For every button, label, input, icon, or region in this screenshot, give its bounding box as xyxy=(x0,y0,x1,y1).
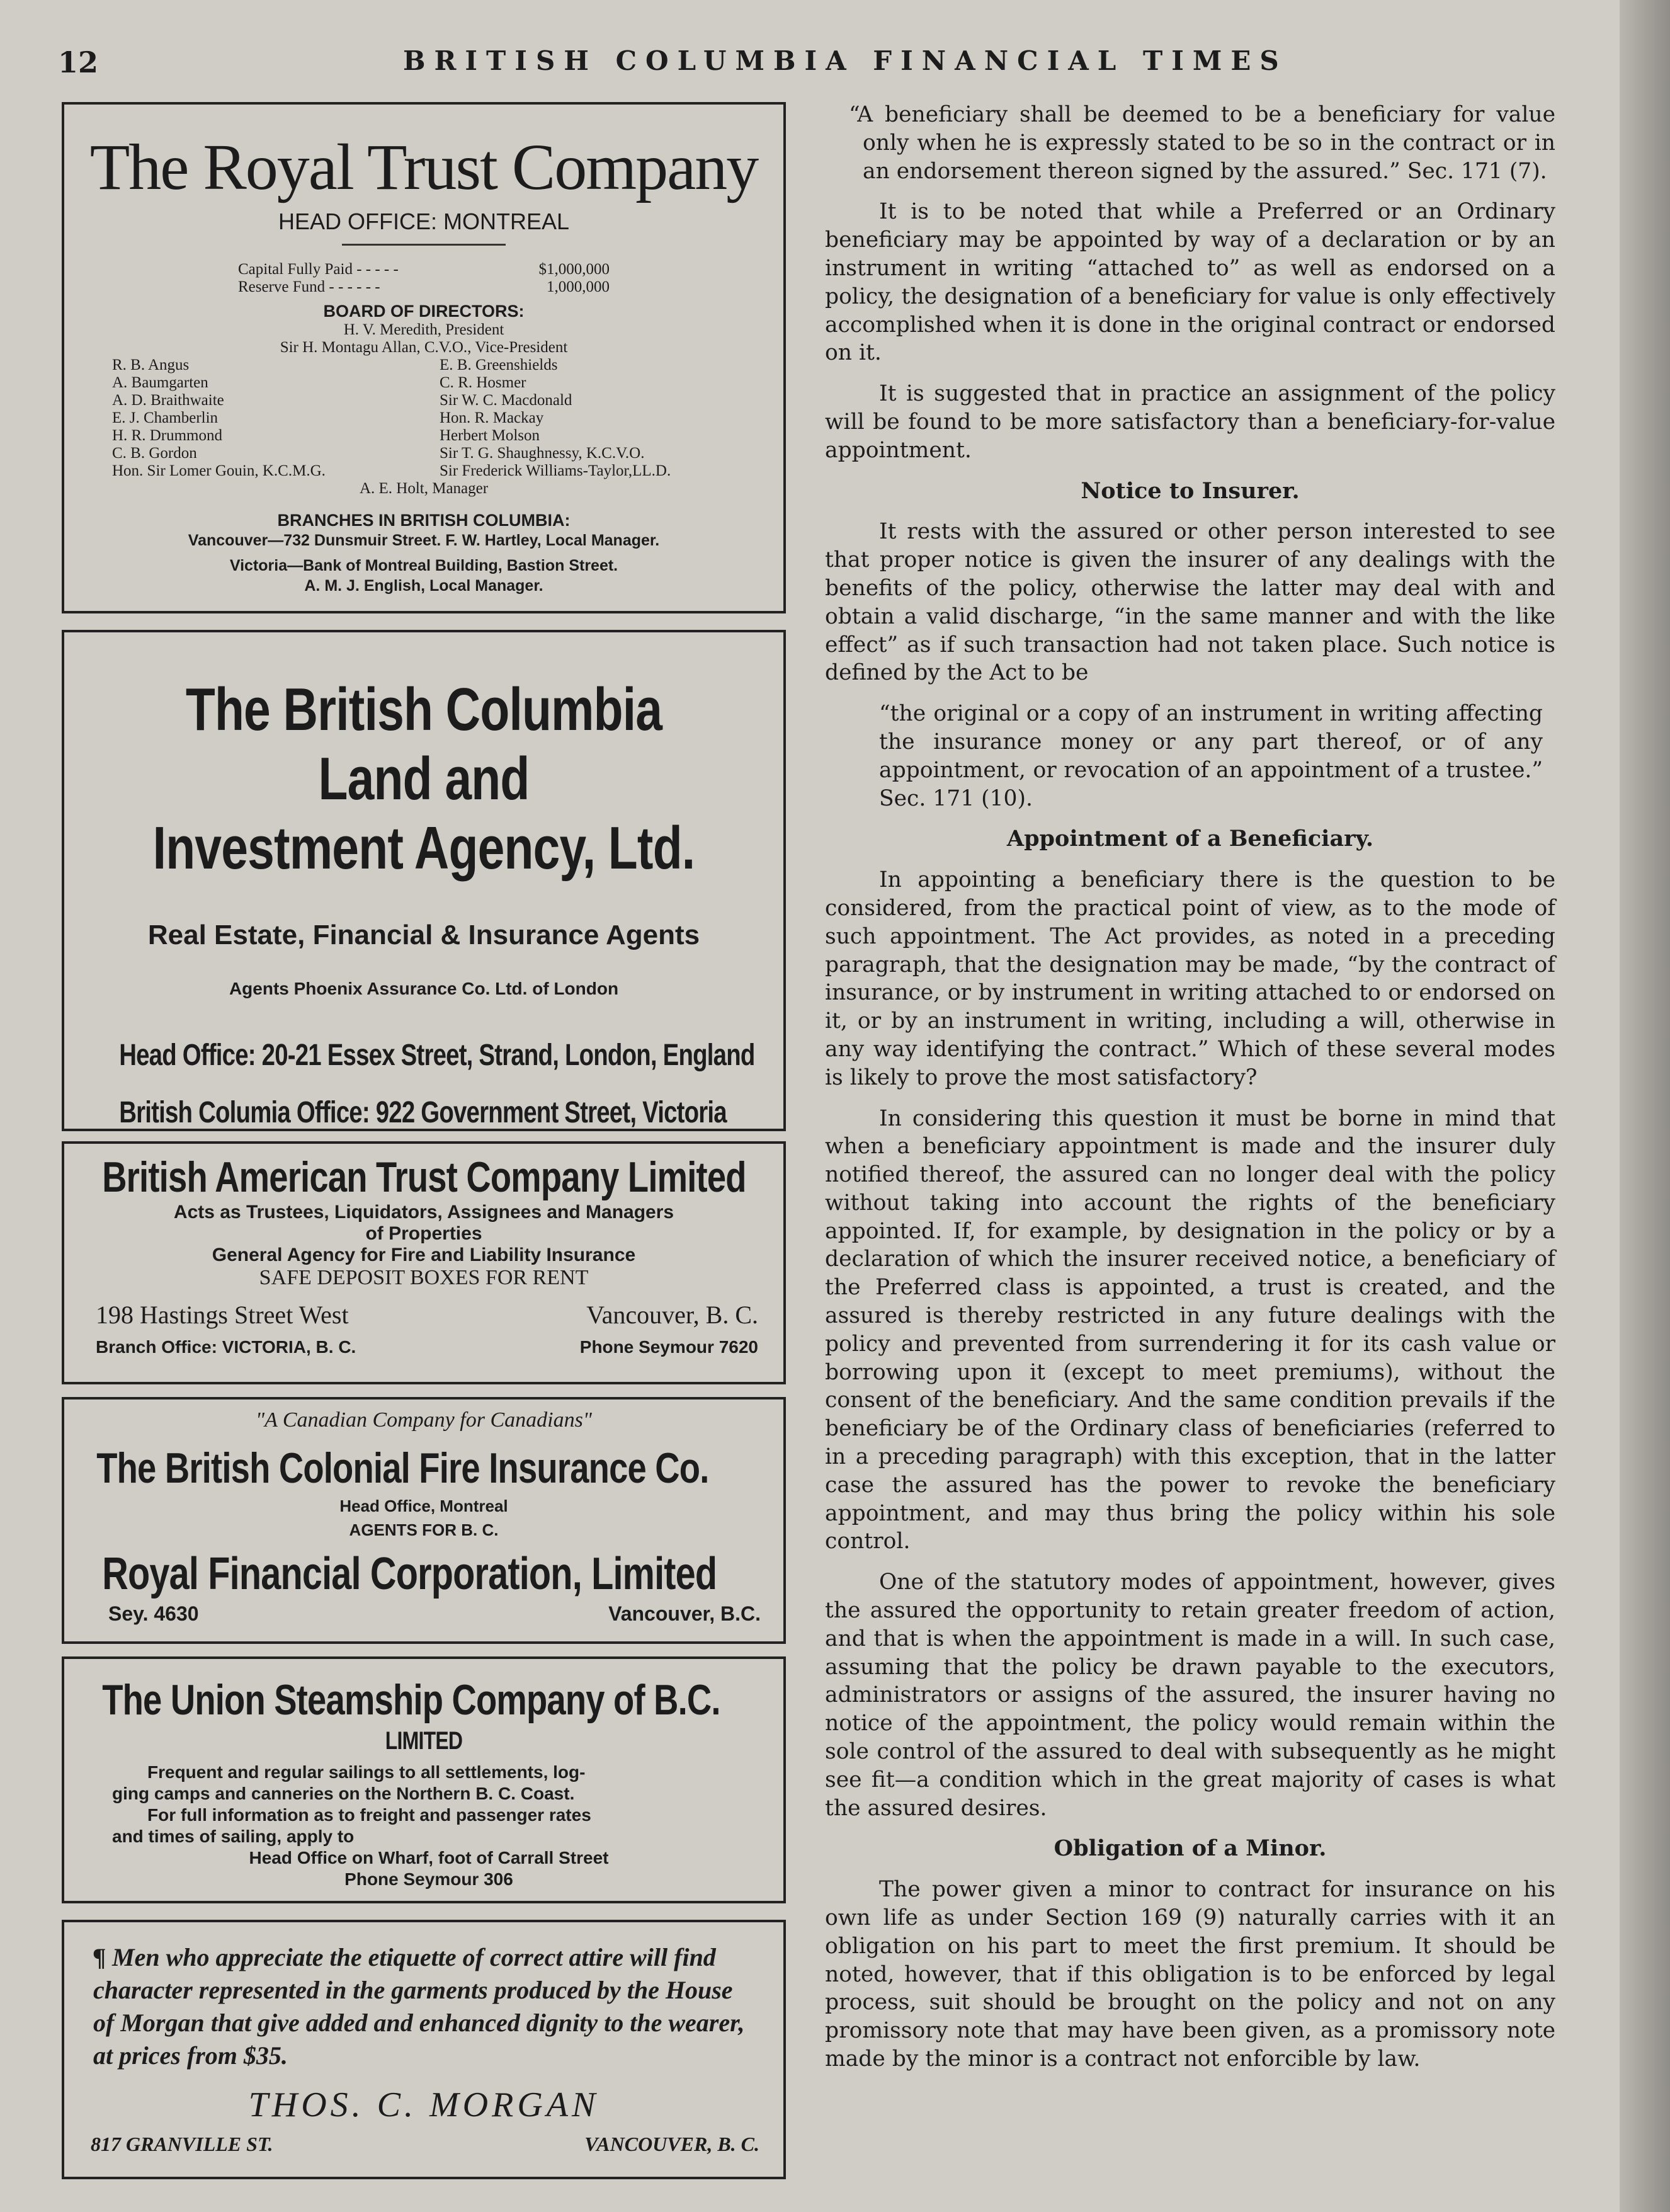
address: 198 Hastings Street West xyxy=(96,1301,349,1329)
phone: Phone Seymour 7620 xyxy=(579,1337,758,1357)
director: C. R. Hosmer xyxy=(440,374,526,391)
capital-value: $1,000,000 xyxy=(538,261,610,278)
director: Sir T. G. Shaughnessy, K.C.V.O. xyxy=(440,445,645,462)
vancouver-branch: Vancouver—732 Dunsmuir Street. F. W. Hartley, Local Manager. xyxy=(188,532,660,549)
section-heading: Appointment of a Beneficiary. xyxy=(1006,826,1374,852)
director: E. J. Chamberlin xyxy=(112,409,219,426)
ad-line: ging camps and canneries on the Northern B. C. Coast. xyxy=(112,1784,575,1803)
director: H. R. Drummond xyxy=(112,427,222,444)
divider xyxy=(342,244,506,246)
section-heading: Notice to Insurer. xyxy=(1081,477,1300,504)
director: A. Baumgarten xyxy=(112,374,208,391)
ad-line: General Agency for Fire and Liability Insurance xyxy=(212,1245,636,1265)
capital-label: Capital Fully Paid - - - - - xyxy=(238,261,399,278)
director: Herbert Molson xyxy=(440,427,540,444)
director: Sir Frederick Williams-Taylor,LL.D. xyxy=(440,462,671,479)
page-number: 12 xyxy=(58,45,99,79)
head-office: HEAD OFFICE: MONTREAL xyxy=(278,208,570,234)
director: E. B. Greenshields xyxy=(440,356,558,373)
article-column xyxy=(825,101,1555,2086)
page-edge-shadow xyxy=(1620,0,1670,2212)
ad-title: The British Colonial Fire Insurance Co. xyxy=(96,1444,709,1492)
ad-thos-morgan xyxy=(62,1920,786,2179)
slogan: "A Canadian Company for Canadians" xyxy=(255,1408,593,1432)
capital-row xyxy=(64,261,783,278)
phone: Sey. 4630 xyxy=(108,1602,199,1625)
director: A. D. Braithwaite xyxy=(112,392,224,409)
director: Hon. R. Mackay xyxy=(440,409,544,426)
ad-british-american-trust xyxy=(62,1141,786,1384)
paragraph: One of the statutory modes of appointment, however, gives the assured the opportunity to retain greater freedom of action, and that is when the appointment is made in a will. In such case, assuming that the policy be drawn payable to the executors, administrators or assigns of the assured, the insurer having no notice of the appointment, the policy would remain within the sole control of the assured to deal with subsequently as he might see fit—a condition which in the great majority of cases is what the assured desires. xyxy=(825,1570,1555,1821)
board-heading: BOARD OF DIRECTORS: xyxy=(323,302,525,321)
section-heading: Obligation of a Minor. xyxy=(1054,1835,1327,1862)
reserve-value: 1,000,000 xyxy=(547,278,610,295)
paragraph: It rests with the assured or other person interested to see that proper notice is given the insurer of any dealings with the benefits of the policy, otherwise the latter may deal with and obtain a valid discharge, “in the same manner and with the like effect” as if such transaction had not taken place. Such notice is defined by the Act to be xyxy=(825,519,1555,686)
branch-row xyxy=(64,1337,783,1357)
vice-president: Sir H. Montagu Allan, C.V.O., Vice-President xyxy=(280,339,568,356)
branch-office: Branch Office: VICTORIA, B. C. xyxy=(96,1337,356,1357)
ad-name: THOS. C. MORGAN xyxy=(248,2085,599,2124)
director: R. B. Angus xyxy=(112,356,190,373)
corp-name: Royal Financial Corporation, Limited xyxy=(102,1549,717,1599)
paragraph: It is suggested that in practice an assignment of the policy will be found to be more satisfactory than a beneficiary-for-value appointment. xyxy=(825,381,1555,463)
ad-body xyxy=(64,1755,783,1890)
ad-line: Head Office on Wharf, foot of Carrall Street xyxy=(249,1848,609,1867)
ad-title: British American Trust Company Limited xyxy=(102,1153,746,1201)
contact-row xyxy=(64,1602,783,1626)
ad-line: Frequent and regular sailings to all settlements, log- xyxy=(147,1762,586,1782)
ad-line: of Properties xyxy=(365,1223,482,1244)
city: Vancouver, B.C. xyxy=(608,1602,761,1625)
director: Sir W. C. Macdonald xyxy=(440,392,572,409)
limited-label: LIMITED xyxy=(385,1727,463,1755)
block-quote: “the original or a copy of an instrument in writing affecting the insurance money or any part thereof, or of any appointment, or revocation of an appointment of a trustee.” Sec. 171 (10). xyxy=(879,701,1543,811)
ad-line: and times of sailing, apply to xyxy=(112,1827,355,1846)
ad-union-steamship xyxy=(62,1656,786,1903)
agents-line: Agents Phoenix Assurance Co. Ltd. of London xyxy=(229,979,619,998)
paragraph: It is to be noted that while a Preferred or an Ordinary beneficiary may be appointed by way of a declaration or by an instrument in writing “attached to” as well as endorsed on a policy, the designation of a beneficiary for value is only effectively accomplished when it is done in the original contract or endorsed on it. xyxy=(825,199,1555,366)
head-office: Head Office: 20-21 Essex Street, Strand, London, England xyxy=(119,1039,755,1072)
agents-line: AGENTS FOR B. C. xyxy=(349,1520,499,1539)
ad-line: For full information as to freight and passenger rates xyxy=(147,1805,591,1825)
city: Vancouver, B. C. xyxy=(586,1301,758,1329)
directors-right xyxy=(440,356,767,480)
victoria-branch: Victoria—Bank of Montreal Building, Bastion Street. xyxy=(229,557,618,574)
ad-british-colonial-fire xyxy=(62,1397,786,1644)
ad-title: The Union Steamship Company of B.C. xyxy=(102,1676,720,1724)
paragraph: “A beneficiary shall be deemed to be a beneficiary for value only when he is expressly stated to be so in the contract or in an endorsement thereon signed by the assured.” Sec. 171 (7). xyxy=(849,102,1555,184)
address-row xyxy=(64,1300,783,1330)
ad-title: The Royal Trust Company xyxy=(89,131,758,203)
manager: A. E. Holt, Manager xyxy=(359,480,489,497)
bc-office: British Columia Office: 922 Government Street, Victoria xyxy=(119,1096,727,1129)
president: H. V. Meredith, President xyxy=(343,321,504,338)
ad-line: Phone Seymour 306 xyxy=(344,1869,513,1889)
ad-line: Acts as Trustees, Liquidators, Assignees and Managers xyxy=(173,1202,674,1223)
paragraph: The power given a minor to contract for insurance on his own life as under Section 169 (9) naturally carries with it an obligation on his part to meet the first premium. It should be noted, however, that if this obligation is to be enforced by legal process, suit should be brought on the policy and not on any promissory note that may have been given, as a promissory note made by the minor is a contract not enforcible by law. xyxy=(825,1877,1555,2072)
director: Hon. Sir Lomer Gouin, K.C.M.G. xyxy=(112,462,326,479)
paragraph: In considering this question it must be borne in mind that when a beneficiary appointment is made and the insurer duly notified thereof, the assured can no longer deal with the policy without taking into account the rights of the beneficiary appointed. If, for example, by designation in the policy or by a declaration of which the insurer received notice, a beneficiary of the Preferred class is appointed, a trust is created, and the assured is thereby restricted in any future dealings with the policy and prevented from surrendering it for its cash value or borrowing upon it (except to meet premiums), without the consent of the beneficiary. And the same condition prevails if the beneficiary be of the Ordinary class of beneficiaries (referred to in a preceding paragraph) with this exception, that in the latter case the assured has the power to revoke the beneficiary appointment, and may thus bring the policy within his sole control. xyxy=(825,1105,1555,1554)
branches-heading: BRANCHES IN BRITISH COLUMBIA: xyxy=(277,511,571,530)
head-office: Head Office, Montreal xyxy=(339,1497,508,1515)
directors-list xyxy=(64,356,783,480)
ad-title-line1: The British Columbia Land and xyxy=(185,676,662,812)
city: VANCOUVER, B. C. xyxy=(584,2133,759,2155)
paragraph: In appointing a beneficiary there is the question to be considered, from the practical point of view, as to the mode of such appointment. The Act provides, as noted in a preceding paragraph, that the designation may be made, “by the contract of insurance, or by instrument in writing attached to or endorsed on it, or by an instrument in writing, including a will, otherwise in any way identifying the contract.” Which of these several modes is likely to prove the most satisfactory? xyxy=(825,867,1555,1090)
ad-title-line2: Investment Agency, Ltd. xyxy=(152,814,695,882)
victoria-manager: A. M. J. English, Local Manager. xyxy=(304,577,543,595)
ad-body: ¶ Men who appreciate the etiquette of correct attire will find character represented in the garments produced by the House of Morgan that give added and enhanced dignity to the wearer, at prices from $35. xyxy=(93,1943,745,2070)
ad-bc-land xyxy=(62,630,786,1131)
director: C. B. Gordon xyxy=(112,445,197,462)
reserve-row xyxy=(64,278,783,296)
ad-royal-trust xyxy=(62,102,786,613)
running-head: BRITISH COLUMBIA FINANCIAL TIMES xyxy=(403,45,1288,76)
address: 817 GRANVILLE ST. xyxy=(91,2133,273,2155)
directors-left xyxy=(112,356,440,480)
ad-line: SAFE DEPOSIT BOXES FOR RENT xyxy=(259,1266,589,1289)
address-row xyxy=(64,2133,783,2156)
reserve-label: Reserve Fund - - - - - - xyxy=(238,278,380,295)
ad-subtitle: Real Estate, Financial & Insurance Agents xyxy=(147,920,700,950)
